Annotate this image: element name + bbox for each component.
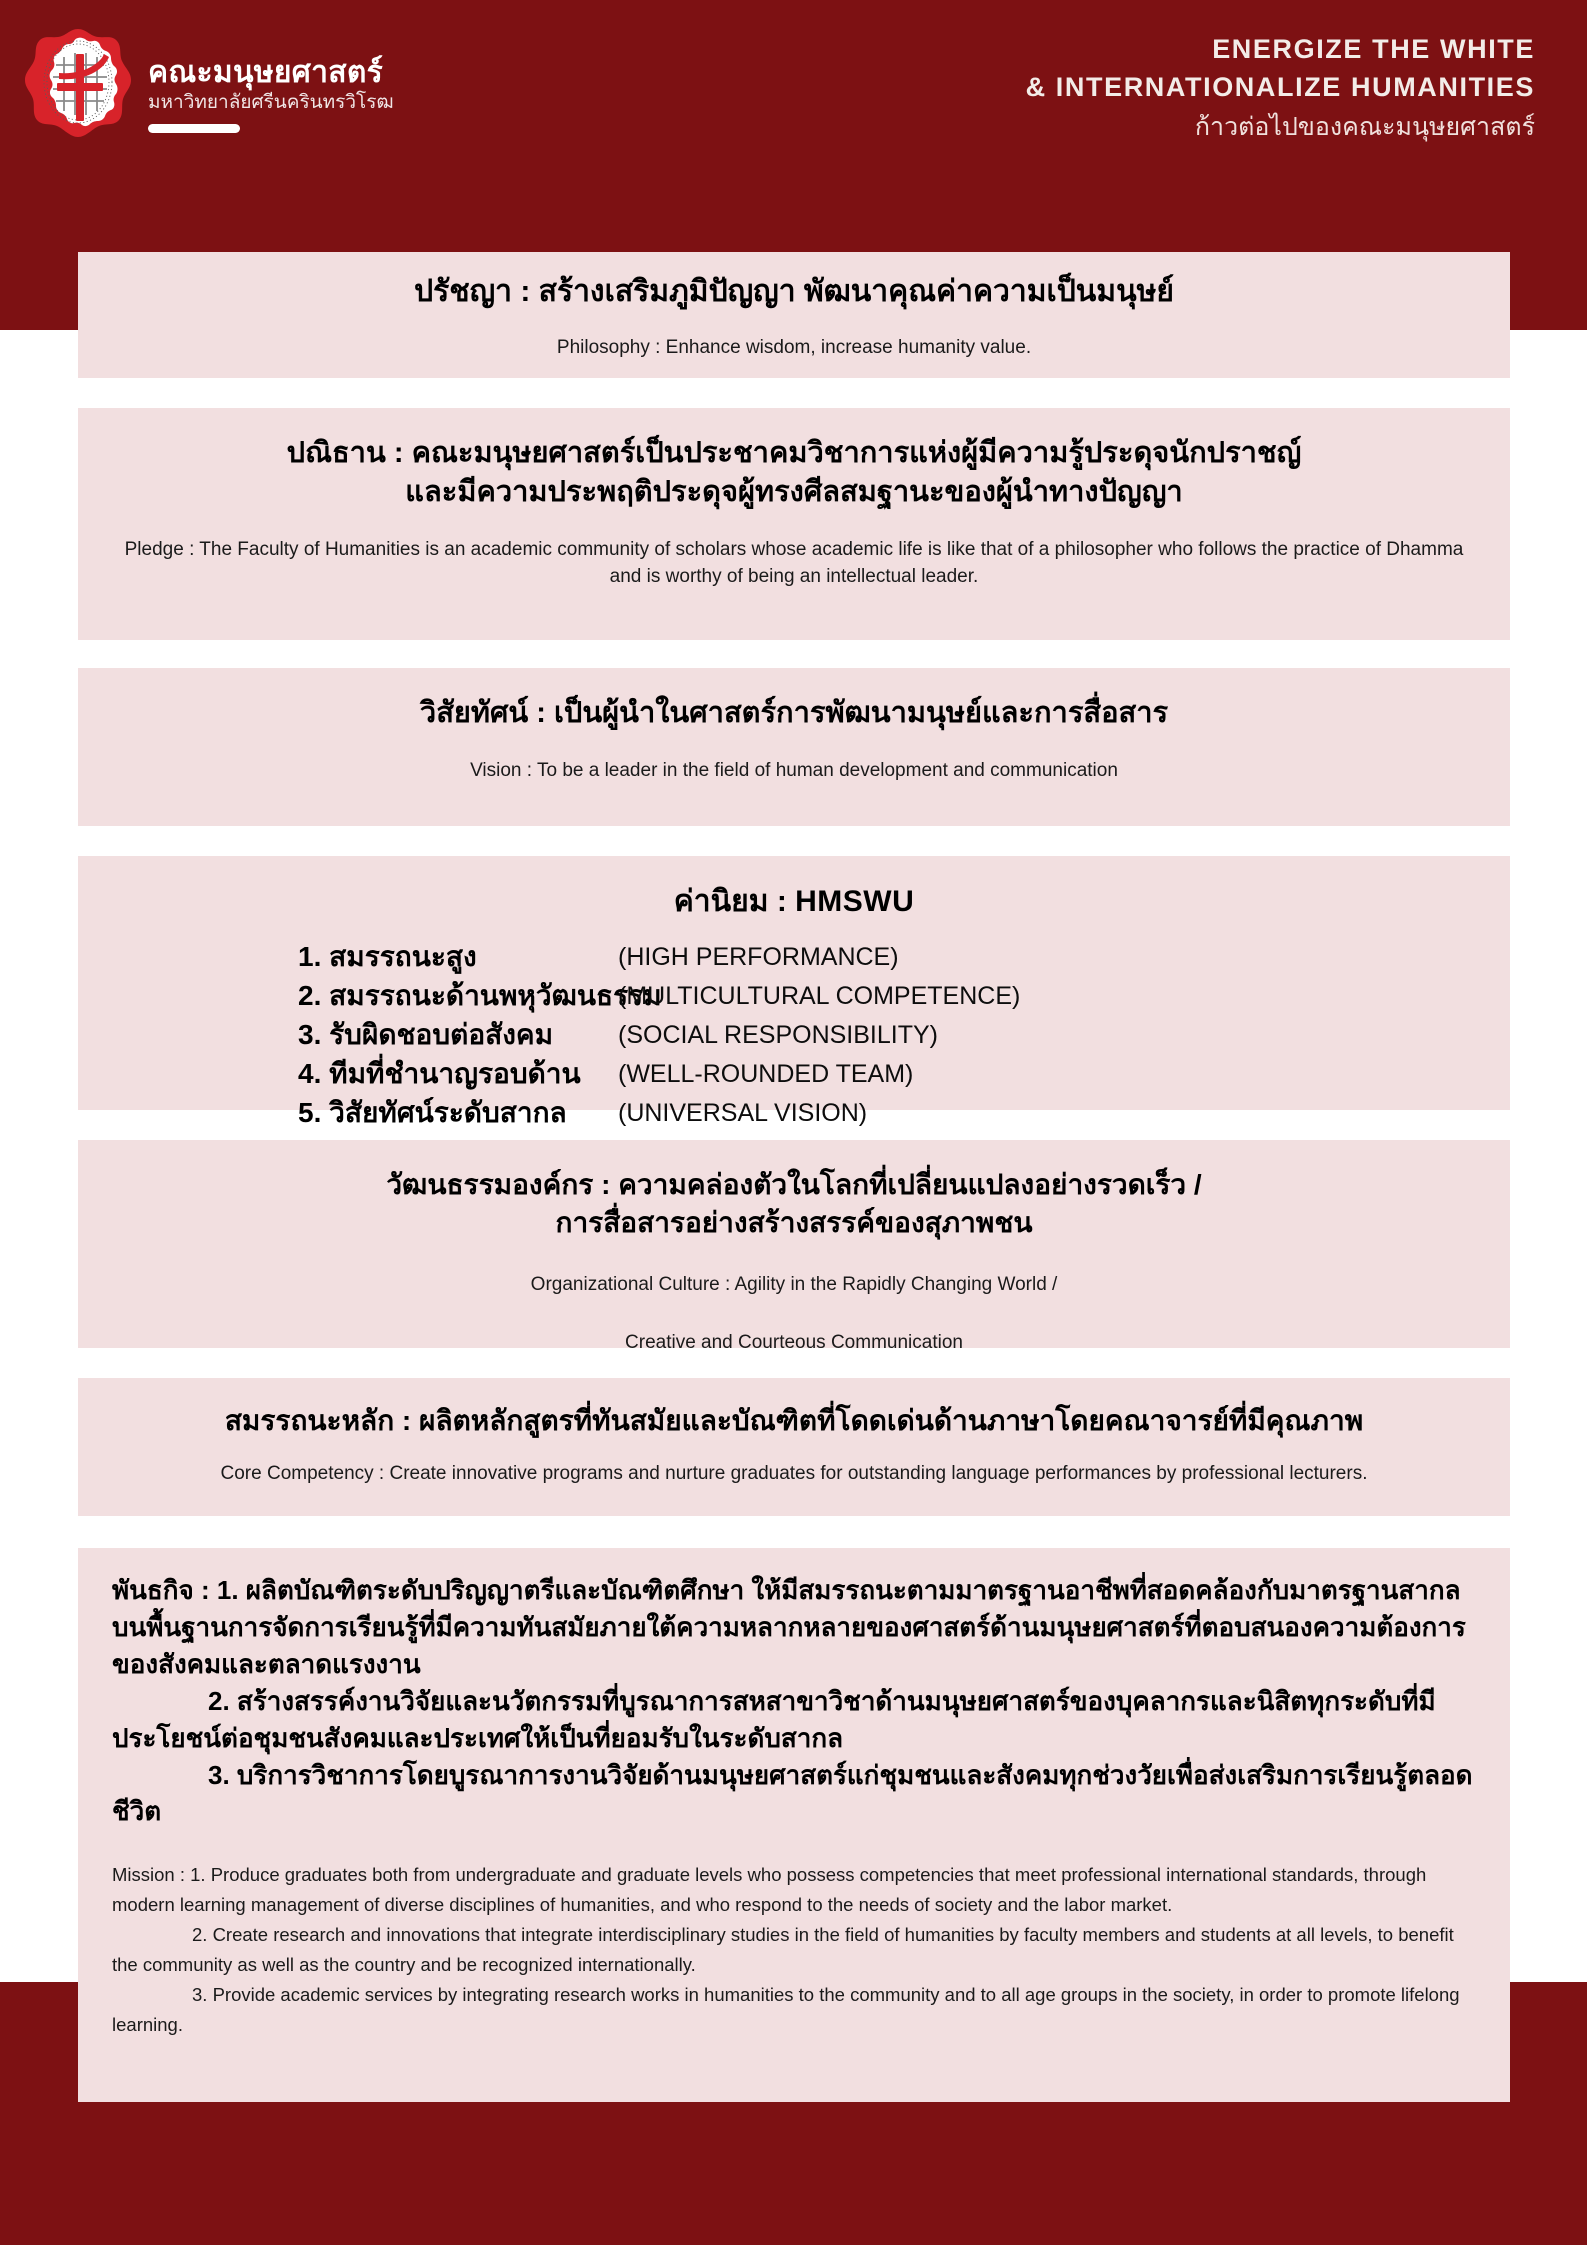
vision-english: Vision : To be a leader in the field of human development and communication bbox=[470, 759, 1118, 781]
value-label-english: (HIGH PERFORMANCE) bbox=[618, 943, 899, 971]
value-label-thai: สมรรถนะสูง bbox=[329, 941, 477, 972]
core-competency-thai: สมรรถนะหลัก : ผลิตหลักสูตรที่ทันสมัยและบัณฑิตที่โดดเด่นด้านภาษาโดยคณาจารย์ที่มีคุณภาพ bbox=[224, 1405, 1364, 1436]
value-label-thai: วิสัยทัศน์ระดับสากล bbox=[329, 1096, 567, 1128]
value-label-english: (WELL-ROUNDED TEAM) bbox=[618, 1059, 914, 1088]
value-label-english: (MULTICULTURAL COMPETENCE) bbox=[618, 981, 1021, 1010]
philosophy-english: Philosophy : Enhance wisdom, increase humanity value. bbox=[556, 337, 1032, 359]
core-values-card bbox=[78, 856, 1510, 1128]
mission-card bbox=[78, 1548, 1510, 2102]
value-number: 5. bbox=[298, 1096, 322, 1128]
philosophy-card bbox=[78, 252, 1510, 378]
mission-thai-item-2: 2. สร้างสรรค์งานวิจัยและนวัตกรรมที่บูรณาการสหสาขาวิชาด้านมนุษยศาสตร์ของบุคลากรและนิสิตทุกระดับที่มีประโยชน์ต่อชุมชนสังคมและประเทศให้เป็นที่ยอมรับในระดับสากล bbox=[112, 1685, 1436, 1753]
philosophy-thai: ปรัชญา : สร้างเสริมภูมิปัญญา พัฒนาคุณค่าความเป็นมนุษย์ bbox=[414, 275, 1174, 308]
core-values-title bbox=[78, 878, 1510, 925]
value-number: 1. bbox=[298, 941, 322, 972]
mission-thai-item-1: พันธกิจ : 1. ผลิตบัณฑิตระดับปริญญาตรีและบัณฑิตศึกษา ให้มีสมรรถนะตามมาตรฐานอาชีพที่สอดคล้องกับมาตรฐานสากลบนพื้นฐานการจัดการเรียนรู้ที่มีความทันสมัยภายใต้ความหลากหลายของศาสตร์ด้านมนุษยศาสตร์ที่ตอบสนองความต้องการของสังคมและตลาดแรงงาน bbox=[112, 1575, 1466, 1679]
core-competency-english: Core Competency : Create innovative programs and nurture graduates for outstanding language performances by professional lecturers. bbox=[220, 1462, 1368, 1484]
value-label-english: (SOCIAL RESPONSIBILITY) bbox=[618, 1020, 938, 1049]
culture-english-line-2: Creative and Courteous Communication bbox=[625, 1331, 963, 1353]
value-item-thai bbox=[298, 1056, 618, 1093]
vision-thai: วิสัยทัศน์ : เป็นผู้นำในศาสตร์การพัฒนามนุษย์และการสื่อสาร bbox=[419, 697, 1169, 729]
value-number: 3. bbox=[298, 1018, 322, 1050]
header-slogan bbox=[1026, 30, 1535, 146]
mission-english-item-1: Mission : 1. Produce graduates both from undergraduate and graduate levels who possess competencies that meet professional international standards, through modern learning management of diverse disciplines of humanities, and who respond to the needs of society and the labor market. bbox=[112, 1864, 1427, 1916]
core-values-acronym: HMSWU bbox=[795, 885, 915, 918]
pledge-card bbox=[78, 408, 1510, 640]
brand-title: คณะมนุษยศาสตร์ bbox=[148, 55, 384, 89]
core-values-list bbox=[298, 939, 1510, 1132]
brand-underline-rule bbox=[148, 124, 240, 133]
culture-thai-line-2: การสื่อสารอย่างสร้างสรรค์ของสุภาพชน bbox=[555, 1206, 1033, 1238]
pledge-english: Pledge : The Faculty of Humanities is an academic community of scholars whose academic life is like that of a philosopher who follows the practice of Dhamma and is worthy of being an intellectual leader. bbox=[124, 538, 1464, 588]
header-inner bbox=[0, 0, 1587, 190]
value-label-thai: รับผิดชอบต่อสังคม bbox=[329, 1018, 554, 1050]
value-number: 4. bbox=[298, 1057, 322, 1089]
slogan-line-2: & INTERNATIONALIZE HUMANITIES bbox=[1025, 72, 1535, 103]
pledge-thai-line-1: ปณิธาน : คณะมนุษยศาสตร์เป็นประชาคมวิชาการแห่งผู้มีความรู้ประดุจนักปราชญ์ bbox=[286, 437, 1302, 469]
mission-english-item-2: 2. Create research and innovations that integrate interdisciplinary studies in the field of humanities by faculty members and students at all levels, to benefit the community as well as the country and be recognized internationally. bbox=[112, 1924, 1454, 1976]
value-item-thai bbox=[298, 1095, 618, 1132]
mission-english bbox=[112, 1860, 1476, 2040]
value-number: 2. bbox=[298, 979, 322, 1011]
slogan-line-1: ENERGIZE THE WHITE bbox=[1212, 34, 1535, 64]
value-item-thai bbox=[298, 1017, 618, 1054]
culture-thai-line-1: วัฒนธรรมองค์กร : ความคล่องตัวในโลกที่เปลี่ยนแปลงอย่างรวดเร็ว / bbox=[386, 1169, 1202, 1200]
mission-thai-item-3: 3. บริการวิชาการโดยบูรณาการงานวิจัยด้านมนุษยศาสตร์แก่ชุมชนและสังคมทุกช่วงวัยเพื่อส่งเสริมการเรียนรู้ตลอดชีวิต bbox=[112, 1759, 1473, 1827]
culture-english-line-1: Organizational Culture : Agility in the Rapidly Changing World / bbox=[530, 1274, 1058, 1296]
mission-thai bbox=[112, 1572, 1476, 1830]
pledge-thai-line-2: และมีความประพฤติประดุจผู้ทรงศีลสมฐานะของผู้นำทางปัญญา bbox=[405, 475, 1183, 508]
core-values-title-thai: ค่านิยม : bbox=[673, 885, 796, 918]
value-label-thai: ทีมที่ชำนาญรอบด้าน bbox=[329, 1057, 581, 1089]
value-item-thai bbox=[298, 978, 662, 1015]
value-label-thai: สมรรถนะด้านพหุวัฒนธรรม bbox=[329, 979, 662, 1011]
brand-subtitle: มหาวิทยาลัยศรีนครินทรวิโรฒ bbox=[148, 92, 394, 114]
value-label-english: (UNIVERSAL VISION) bbox=[618, 1098, 868, 1127]
core-competency-card bbox=[78, 1378, 1510, 1516]
brand-text bbox=[148, 53, 394, 133]
mission-english-item-3: 3. Provide academic services by integrating research works in humanities to the community and to all age groups in the society, in order to promote lifelong learning. bbox=[112, 1984, 1460, 2036]
value-item-thai bbox=[298, 939, 618, 976]
slogan-thai: ก้าวต่อไปของคณะมนุษยศาสตร์ bbox=[1194, 112, 1535, 141]
vision-card bbox=[78, 668, 1510, 826]
brand-lockup bbox=[22, 27, 394, 159]
organizational-culture-card bbox=[78, 1140, 1510, 1353]
swu-faculty-seal-icon bbox=[22, 27, 134, 159]
